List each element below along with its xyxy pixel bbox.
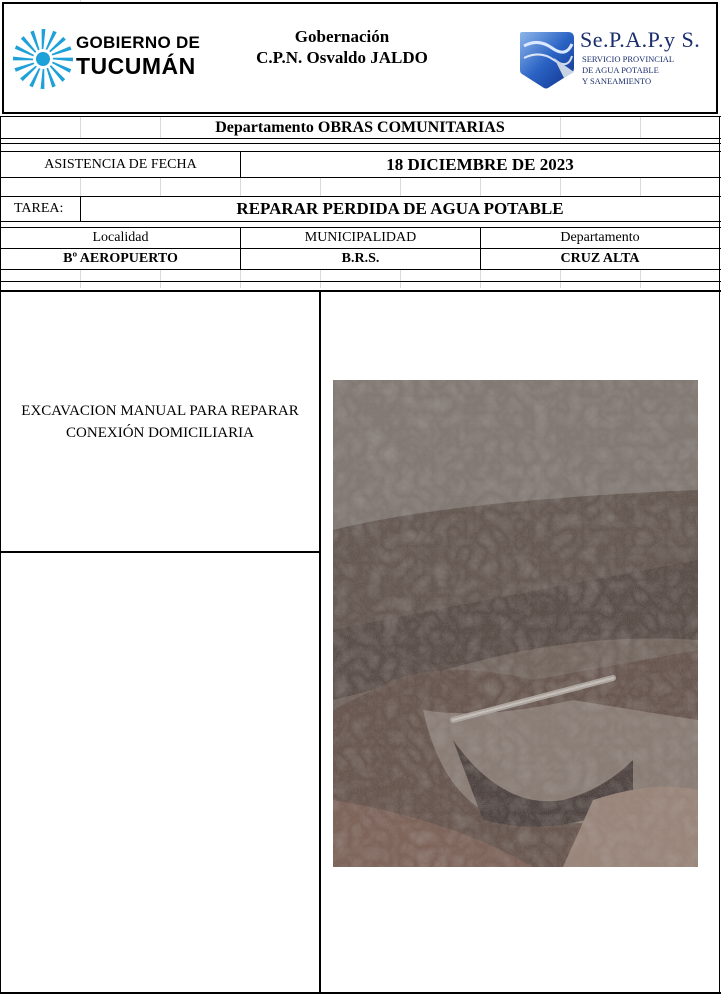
sepapys-sub2: DE AGUA POTABLE (582, 65, 659, 75)
task-label: TAREA: (14, 201, 64, 216)
gobernacion-line2: C.P.N. Osvaldo JALDO (256, 48, 428, 67)
sepapys-badge-icon (518, 28, 576, 90)
locality-value: Bº AEROPUERTO (63, 251, 178, 266)
description-line2: CONEXIÓN DOMICILIARIA (66, 425, 254, 441)
department-name: OBRAS COMUNITARIAS (317, 118, 505, 136)
tucuman-sun-logo-icon (12, 28, 74, 90)
sepapys-name: Se.P.A.P.y S. (580, 27, 701, 52)
sepapys-sub1: SERVICIO PROVINCIAL (582, 54, 675, 64)
logo-line1: GOBIERNO DE (76, 33, 201, 52)
department-value: CRUZ ALTA (560, 251, 640, 266)
gobernacion-line1: Gobernación (294, 27, 390, 46)
sepapys-sub3: Y SANEAMIENTO (582, 76, 652, 86)
department-title (1, 117, 719, 138)
date-label: ASISTENCIA DE FECHA (44, 156, 197, 172)
municipality-value: B.R.S. (341, 251, 380, 266)
excavation-photo (333, 380, 698, 867)
description-line1: EXCAVACION MANUAL PARA REPARAR (21, 403, 299, 419)
locality-header: Localidad (92, 230, 149, 245)
work-description (1, 400, 319, 444)
date-value: 18 DICIEMBRE DE 2023 (386, 154, 574, 174)
logo-line2: TUCUMÁN (76, 53, 196, 79)
gobierno-tucuman-logo (76, 33, 200, 79)
department-prefix: Departamento (215, 118, 314, 136)
department-header: Departamento (560, 230, 640, 245)
municipality-header: MUNICIPALIDAD (304, 230, 417, 245)
task-value: REPARAR PERDIDA DE AGUA POTABLE (236, 199, 564, 218)
sepapys-subtitle (582, 54, 674, 87)
gobernacion-title (230, 26, 454, 68)
